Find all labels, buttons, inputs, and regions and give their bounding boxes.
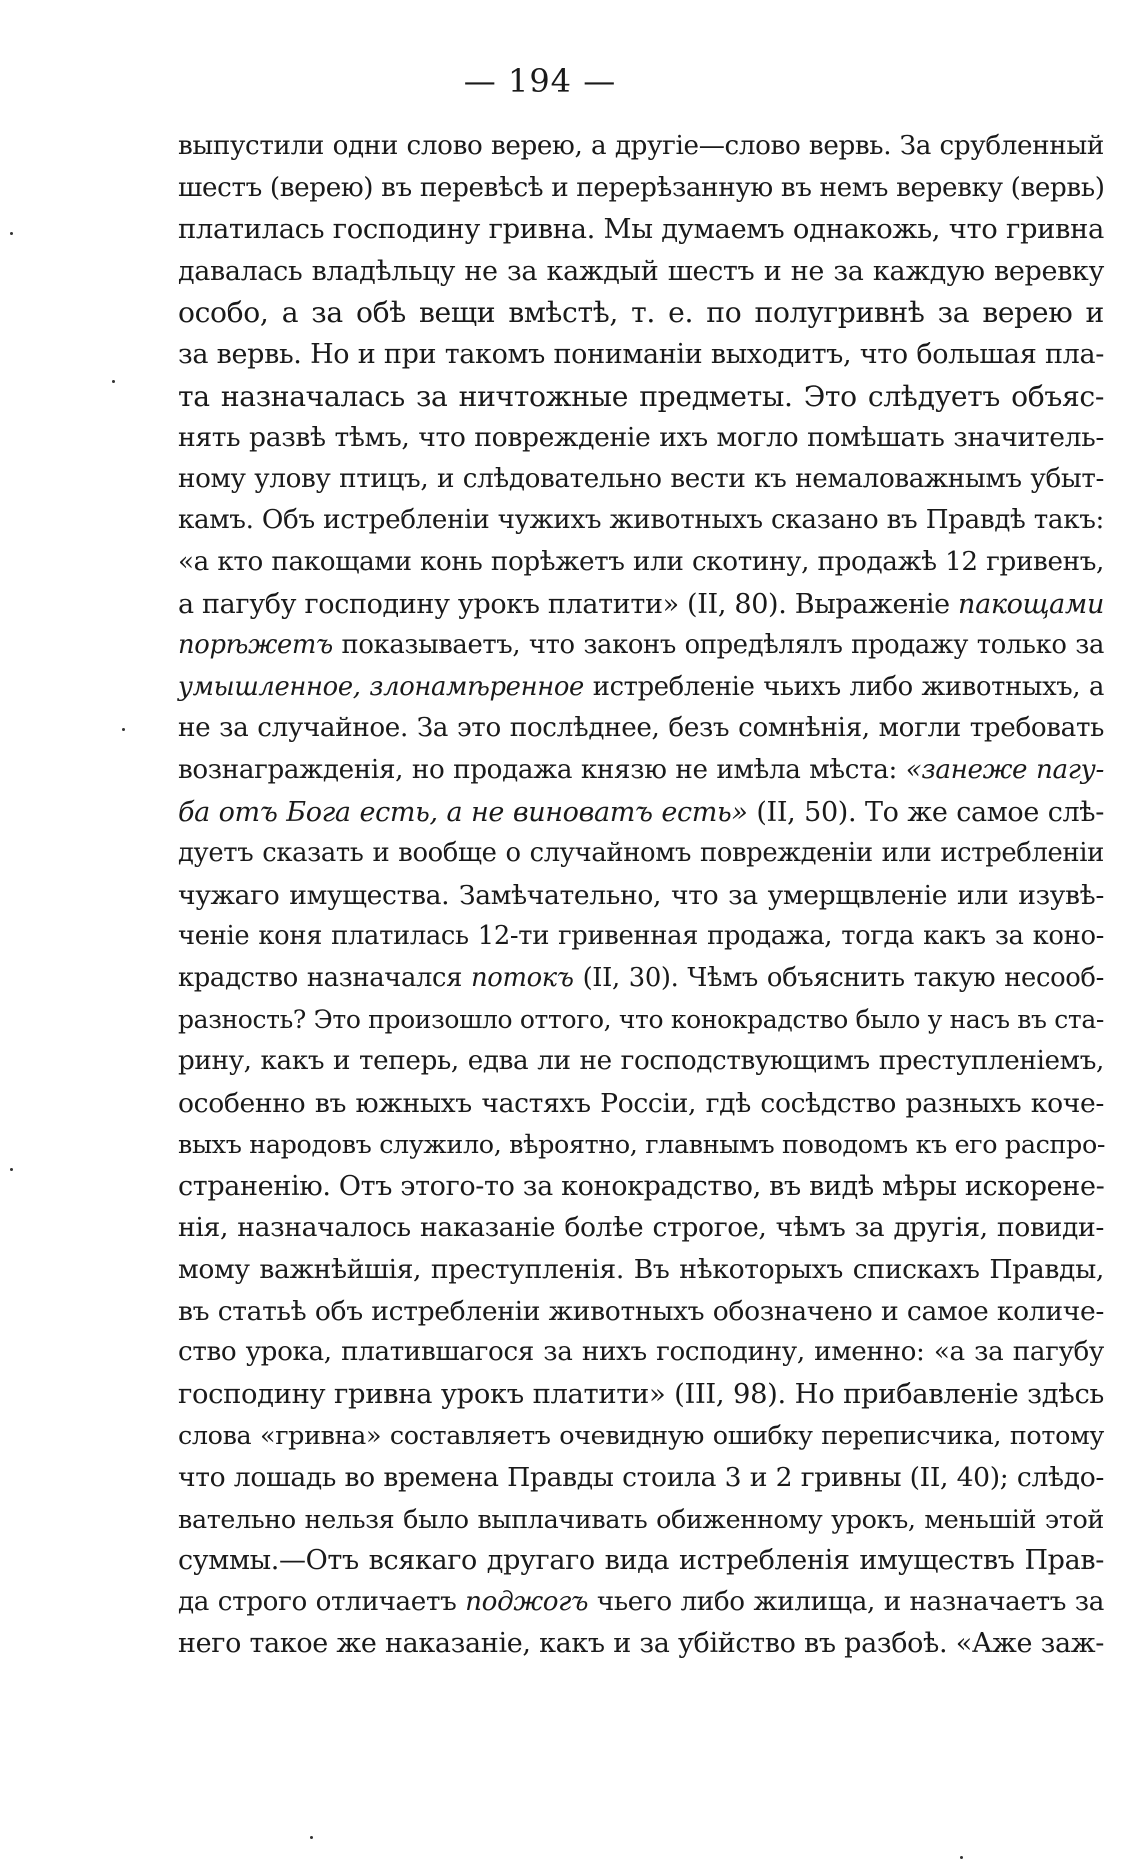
text-line [178,417,1104,459]
text-segment: него такое же наказаніе, какъ и за убійство въ разбоѣ. «Аже заж- [178,1628,1104,1660]
text-segment: нія, назначалось наказаніе болѣе строгое, чѣмъ за другія, повиди- [178,1212,1104,1244]
text-segment: платилась господину гривна. Мы думаемъ однакожь, что гривна [178,214,1104,246]
italic-text-segment: умышленное, злонамѣренное [178,671,584,702]
text-line [178,1124,1104,1166]
text-line [178,1415,1104,1457]
text-line [178,1374,1104,1416]
text-line [178,750,1104,792]
text-segment: страненію. Отъ этого-то за конокрадство, въ видѣ мѣры искорене- [178,1170,1105,1202]
body-text [178,126,1104,1665]
text-segment: та назначалась за ничтожные предметы. Это слѣдуетъ объяс- [178,379,1104,413]
text-segment: а пагубу господину урокъ платити» (II, 80). Выраженіе [178,588,959,620]
text-segment: дуетъ сказать и вообще о случайномъ поврежденіи или истребленіи [178,838,1104,869]
text-line [178,1207,1104,1249]
text-line [178,1291,1104,1333]
text-segment: особенно въ южныхъ частяхъ Россіи, гдѣ сосѣдство разныхъ коче- [178,1087,1104,1119]
italic-text-segment: порѣжетъ [178,630,333,661]
text-segment: рину, какъ и теперь, едва ли не господствующимъ преступленіемъ, [178,1046,1104,1077]
page-number: — 194 — [463,62,617,100]
margin-speck [10,232,13,235]
text-segment: (II, 30). Чѣмъ объяснить такую несооб- [573,962,1104,993]
text-segment: шестъ (верею) въ перевѣсѣ и перерѣзанную въ немъ веревку (вервь) [178,172,1105,203]
italic-text-segment: потокъ [471,962,574,993]
text-line [178,376,1104,418]
text-segment: за вервь. Но и при такомъ пониманіи выходитъ, что большая пла- [178,338,1104,370]
text-segment: что лошадь во времена Правды стоила 3 и 2 гривны (II, 40); слѣдо- [178,1462,1104,1493]
text-segment: ство урока, платившагося за нихъ господину, именно: «а за пагубу [178,1337,1104,1368]
text-line [178,1166,1104,1208]
text-line [178,833,1104,875]
text-line [178,1582,1104,1624]
margin-speck [112,380,115,383]
text-segment: ченіе коня платилась 12-ти гривенная продажа, тогда какъ за коно- [178,921,1104,952]
text-line [178,334,1104,376]
text-segment: суммы.—Отъ всякаго другаго вида истребленія имуществъ Прав- [178,1545,1104,1577]
text-segment: истребленіе чьихъ либо животныхъ, а [583,671,1104,702]
text-segment: да строго отличаетъ [178,1586,466,1617]
margin-speck [122,728,125,731]
text-line [178,1623,1104,1665]
margin-speck [10,1168,13,1171]
text-segment: показываетъ, что законъ опредѣлялъ продажу только за [332,630,1104,661]
text-line [178,292,1104,334]
text-line [178,792,1104,834]
text-line [178,1499,1104,1541]
text-segment: выхъ народовъ служило, вѣроятно, главнымъ поводомъ къ его распро- [178,1129,1106,1160]
text-segment: ному улову птицъ, и слѣдовательно вести къ немаловажнымъ убыт- [178,463,1104,494]
text-line [178,209,1104,251]
text-line [178,958,1104,1000]
text-line [178,584,1104,626]
text-line [178,1332,1104,1374]
text-segment: нять развѣ тѣмъ, что поврежденіе ихъ могло помѣшать значитель- [178,422,1104,454]
text-line [178,251,1104,293]
text-line [178,459,1104,501]
text-line [178,916,1104,958]
text-segment: чужаго имущества. Замѣчательно, что за умерщвленіе или изувѣ- [178,879,1104,911]
text-line [178,667,1104,709]
text-line [178,1457,1104,1499]
italic-text-segment: пакощами [958,588,1104,620]
text-segment: чьего либо жилища, и назначаетъ за [588,1586,1104,1617]
text-segment: выпустили одни слово верею, а другіе—слово вервь. За срубленный [178,131,1104,161]
text-line [178,1041,1104,1083]
text-line [178,1249,1104,1291]
text-segment: особо, а за обѣ вещи вмѣстѣ, т. е. по полугривнѣ за верею и [178,296,1104,330]
text-segment: господину гривна урокъ платити» (III, 98). Но прибавленіе здѣсь [178,1378,1104,1410]
margin-speck [310,1836,313,1839]
text-segment: давалась владѣльцу не за каждый шестъ и не за каждую веревку [178,255,1104,287]
italic-text-segment: поджогъ [465,1586,589,1617]
text-segment: мому важнѣйшія, преступленія. Въ нѣкоторыхъ спискахъ Правды, [178,1254,1104,1286]
text-line [178,999,1104,1041]
text-line [178,708,1104,750]
text-line [178,126,1104,168]
text-segment: «а кто пакощами конь порѣжетъ или скотину, продажѣ 12 гривенъ, [178,546,1104,577]
text-segment: слова «гривна» составляетъ очевидную ошибку переписчика, потому [178,1420,1104,1451]
text-segment: вознагражденія, но продажа князю не имѣла мѣста: [178,754,906,785]
text-line [178,875,1104,917]
text-line [178,625,1104,667]
text-segment: не за случайное. За это послѣднее, безъ сомнѣнія, могли требовать [178,713,1104,744]
text-segment: въ статьѣ объ истребленіи животныхъ обозначено и самое количе- [178,1295,1104,1327]
italic-text-segment: ба отъ Бога есть, а не виноватъ есть» [178,796,748,828]
text-segment: разность? Это произошло оттого, что конокрадство было у насъ въ ста- [178,1005,1104,1035]
text-segment: (II, 50). То же самое слѣ- [747,796,1104,828]
text-segment: крадство назначался [178,962,472,993]
text-line [178,1083,1104,1125]
text-segment: вательно нельзя было выплачивать обиженному урокъ, меньшій этой [178,1503,1104,1534]
margin-speck [960,1856,963,1859]
text-line [178,500,1104,542]
italic-text-segment: «занеже пагу- [905,754,1104,785]
text-line [178,1540,1104,1582]
text-segment: камъ. Объ истребленіи чужихъ животныхъ сказано въ Правдѣ такъ: [178,505,1104,536]
text-line [178,168,1104,210]
text-line [178,542,1104,584]
